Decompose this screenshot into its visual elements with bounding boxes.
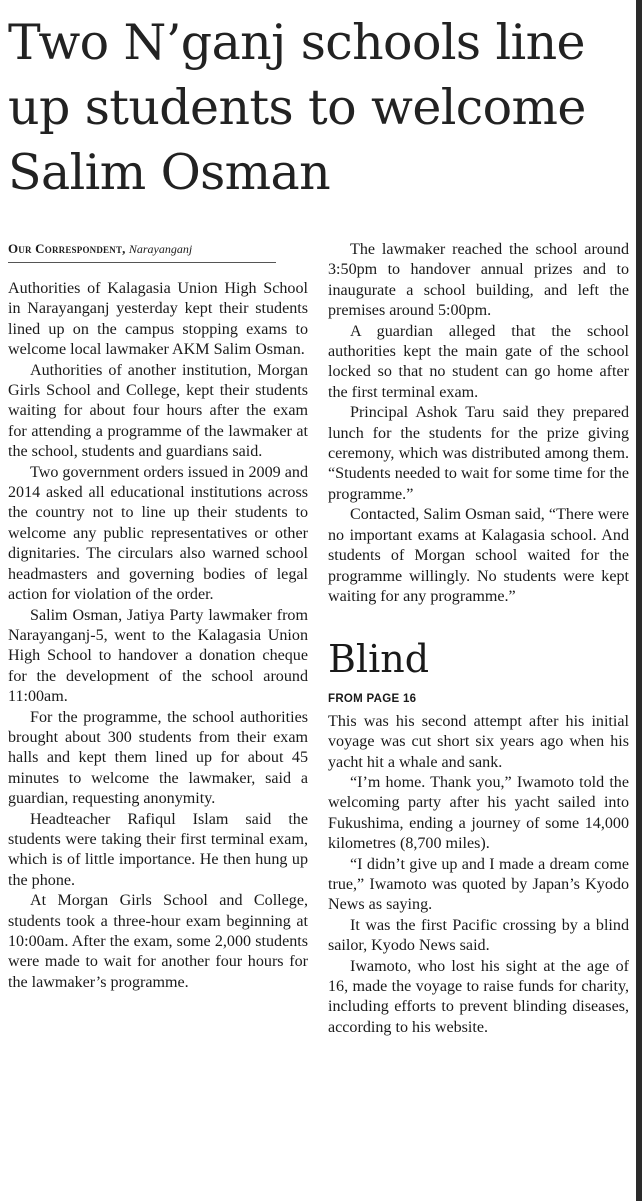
article-paragraph: The lawmaker reached the school around 3:50pm to handover annual prizes and to inaugurate a school building, and left the premises around 5:00pm.: [328, 241, 629, 320]
article-paragraph: Principal Ashok Taru said they prepared lunch for the students for the prize giving ceremony, which was distributed among them. “Students needed to wait for some time for the programme.”: [328, 404, 629, 503]
blind-paragraph: “I didn’t give up and I made a dream come true,” Iwamoto was quoted by Japan’s Kyodo News as saying.: [328, 855, 629, 914]
article-paragraph: Authorities of another institution, Morgan Girls School and College, kept their students waiting for about four hours after the exam for attending a programme of the lawmaker at the school, students and guardians said.: [8, 361, 308, 461]
article-paragraph: A guardian alleged that the school authorities kept the main gate of the school locked so that no student can go home after the first terminal exam.: [328, 322, 629, 401]
page-edge: [636, 0, 642, 1201]
byline-correspondent: Our Correspondent,: [8, 241, 126, 256]
article-paragraph: At Morgan Girls School and College, students took a three-hour exam beginning at 10:00am. After the exam, some 2,000 students were made to wait for another four hours for the lawmaker’s programme.: [8, 892, 308, 991]
article-paragraph: Salim Osman, Jatiya Party lawmaker from Narayanganj-5, went to the Kalagasia Union High School to handover a donation cheque for the development of the school around 11:00am.: [8, 606, 308, 706]
byline-place: Narayanganj: [128, 242, 193, 256]
article-paragraph: For the programme, the school authorities brought about 300 students from their exam halls and kept them lined up for about 45 minutes to welcome the lawmaker, said a guardian, requesting anonymity.: [8, 708, 308, 808]
blind-paragraph: This was his second attempt after his initial voyage was cut short six years ago when his yacht hit a whale and sank.: [328, 712, 629, 771]
left-column: [8, 240, 308, 993]
byline: [8, 240, 276, 263]
blind-paragraph: It was the first Pacific crossing by a blind sailor, Kyodo News said.: [328, 916, 629, 955]
from-page-label: FROM PAGE 16: [328, 693, 417, 706]
article-paragraph: Contacted, Salim Osman said, “There were no important exams at Kalagasia school. And students of Morgan school waited for the programme willingly. No students were kept waiting for any programme.”: [328, 506, 629, 605]
right-column: [328, 240, 629, 1038]
article-paragraph: Headteacher Rafiqul Islam said the students were taking their first terminal exam, which is of little importance. He then hung up the phone.: [8, 810, 308, 889]
article-paragraph: Authorities of Kalagasia Union High School in Narayanganj yesterday kept their students lined up on the campus stopping exams to welcome local lawmaker AKM Salim Osman.: [8, 280, 308, 359]
article-paragraph: Two government orders issued in 2009 and 2014 asked all educational institutions across the country not to line up their students to welcome any public representatives or other dignitaries. The circulars also warned school headmasters and governing bodies of legal action for violation of the order.: [8, 463, 308, 604]
blind-paragraph: Iwamoto, who lost his sight at the age of 16, made the voyage to raise funds for charity, including efforts to prevent blinding diseases, according to his website.: [328, 957, 629, 1036]
blind-paragraph: “I’m home. Thank you,” Iwamoto told the welcoming party after his yacht sailed into Fukushima, ending a journey of some 14,000 kilometres (8,700 miles).: [328, 773, 629, 853]
blind-headline: Blind: [328, 637, 430, 682]
headline: Two N’ganj schools line up students to welcome Salim Osman: [8, 14, 586, 201]
